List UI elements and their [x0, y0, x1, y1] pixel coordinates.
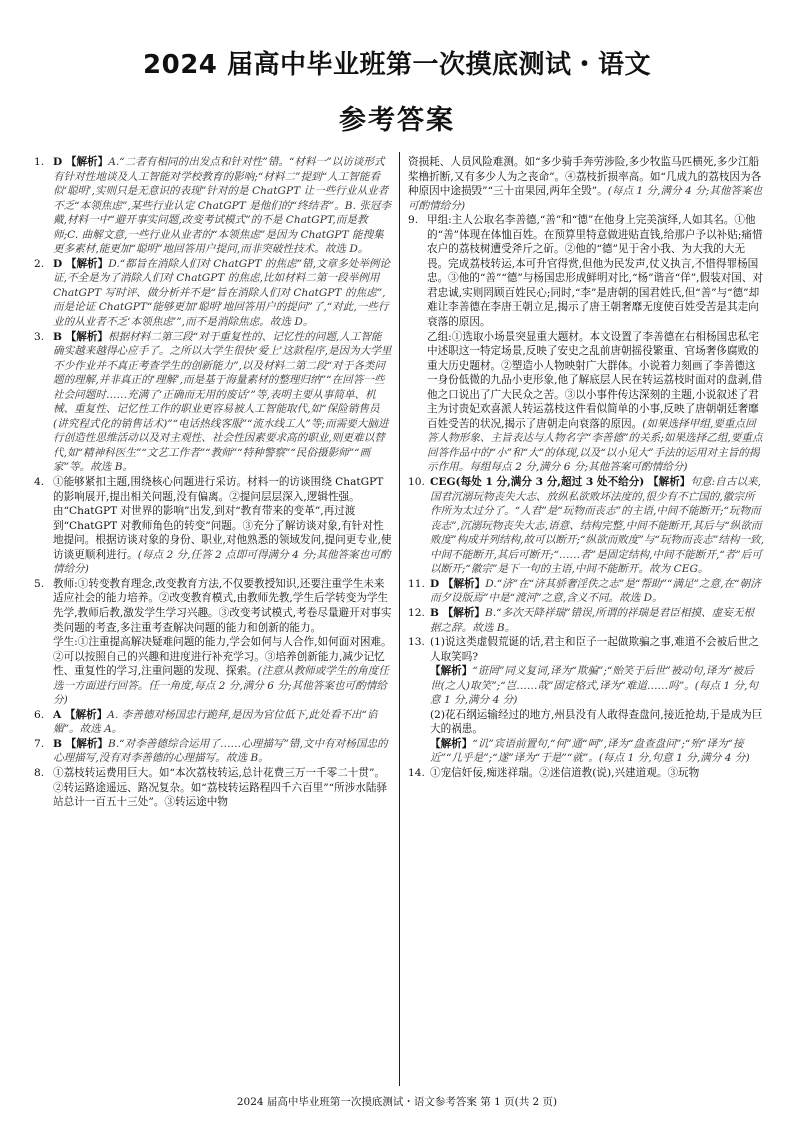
answer-number: 8. — [34, 766, 45, 779]
answer-8-continued — [408, 155, 764, 213]
answer-1 — [34, 155, 392, 257]
answer-text-group-a: 甲组:主人公取名李善德,“善”和“德”在他身上完美演绎,人如其名。①他的“善”体现在体恤百姓。在预算里特意做进贴直钱,给那户予以补贴;痛惜农户的荔枝树遭受斧斤之斫。②他的“德”见于舍小我、为大我的大无畏。完成荔枝转运,本可升官得赏,但他为民发声,仗义执言,不惜得罪杨国忠。③他的“善”“德”与杨国忠形成鲜明对比,“杨”谐音“佯”,假装对国、对君忠诚,实则罔顾百姓民心;同时,“李”是唐朝的国君姓氏,但“善”与“德”却难让李善德在李唐王朝立足,揭示了唐王朝奢靡无度使百姓受苦是其走向衰落的原因。 — [427, 214, 764, 329]
answer-2 — [34, 257, 392, 330]
answer-text: ①荔枝转运费用巨大。如“本次荔枝转运,总计花费三万一千零二十贯”。②转运路途遥远、路况复杂。如“荔枝转运路程四千六百里”“所涉水陆驿站总计一百五十三处”。③转运途中物 — [53, 766, 388, 809]
analysis-text: B.“对李善德综合运用了……心理描写”错,文中有对杨国忠的心理描写,没有对李善德的心理描写。故选 B。 — [53, 737, 388, 765]
analysis-text: D.“济”在“济其骄奢淫佚之志”是“帮助”“满足”之意,在“朝济而夕设版焉”中是“渡河”之意,含义不同。故选 D。 — [430, 577, 761, 605]
answer-text-group-b: 乙组:①选取小场景突显重大题材。本文设置了李善德在右相杨国忠私宅中述职这一特定场景,反映了安史之乱前唐朝摇役繁重、官场奢侈腐败的重大历史题材。②塑造小人物映射广大群体。小说着力刻画了李善德这一身份低微的九品小吏形象,他了解底层人民在转运荔枝时面对的盘剥,借他之口说出了广大民众之苦。③以小事件传达深刻的主题,小说叙述了君主为讨贵妃欢喜派人转运荔枝这件看似简单的小事,反映了唐朝朝廷奢靡百姓受苦的状况,揭示了唐朝走向衰落的原因。 — [427, 330, 763, 430]
page-title: 2024 届高中毕业班第一次摸底测试・语文 — [143, 50, 651, 80]
answer-5 — [34, 577, 392, 708]
translation-2: (2)花石纲运输经过的地方,州县没有人敢得查盘问,接近抢劫,于是成为巨大的祸患。 — [430, 708, 763, 736]
answer-number: 5. — [34, 577, 45, 590]
answer-number: 1. — [34, 156, 45, 168]
answer-text: ①能够紧扣主题,围绕核心问题进行采访。材料一的访谈围绕 ChatGPT 的影响展开,提出相关问题,没有偏离。②提问层层深入,逻辑性强。由“ChatGPT 对世界的影响”出发,到对“教育带来的变革”,再过渡到“ChatGPT 对教师角色的转变”问题。③充分了解访谈对象,有针对性地提问。根据访谈对象的身份、职业,对他熟悉的领域发问,提问更专业,使访谈更顺利进行。 — [53, 476, 392, 561]
answer-key: CEG(每处 1 分,满分 3 分,超过 3 处不给分) 【解析】 — [430, 476, 691, 489]
right-column — [408, 155, 764, 1085]
answer-12 — [408, 606, 764, 635]
scoring-note: (如果选择甲组,要重点回答人物形象、主旨表达与人物名字“李善德”的关系;如果选择乙组,要重点回答作品中的“小”和“大”的体现,以及“以小见大”手法的运用对主旨的揭示作用。每组每点 2 分,满分 6 分;其他答案可酌情给分) — [427, 417, 763, 474]
left-column — [34, 155, 392, 1085]
analysis-text: D.“都旨在消除人们对 ChatGPT 的焦虑”错,文章多处举例论证,不全是为了消除人们对 ChatGPT 的焦虑,比如材料二第一段举例用 ChatGPT 写时评、做分析并不是“旨在消除人们对 ChatGPT 的焦虑”,而是论证 ChatGPT“能够更加‘聪明’地回答用户的提问”了,“对此,一些行业的从业者不乏‘本领焦虑’”,而不是消除焦虑。故选 D。 — [53, 257, 391, 329]
analysis-text: “讥”宾语前置句,“何”通“呵”,译为“盘查盘问”;“殆”译为“接近”“几乎是”;“遂”译为“于是”“就”。(每点 1 分,句意 1 分,满分 4 分) — [430, 737, 750, 765]
answer-number: 11. — [408, 577, 425, 590]
answer-3 — [34, 330, 392, 475]
answer-key: B 【解析】 — [53, 330, 109, 343]
answer-key: D 【解析】 — [53, 156, 109, 168]
answer-key: B 【解析】 — [53, 737, 109, 750]
analysis-text: A. 李善德对杨国忠行跪拜,是因为官位低下,此处看不出“谄媚”。故选 A。 — [53, 708, 378, 736]
answer-number: 6. — [34, 708, 45, 721]
answer-8 — [34, 766, 392, 810]
answer-number: 7. — [34, 737, 45, 750]
analysis-text: A.“二者有相同的出发点和针对性”错。“材料一”以访谈形式有针对性地谈及人工智能对学校教育的影响;“材料二”提到“人工智能看似‘聪明’,实则只是无意识的表现”针对的是 ChatGPT 让一些行业从业者不乏“本领焦虑”,某些行业认定 ChatGPT 是他们的“终结者”。B. 张冠李戴,材料一中“避开事实问题,改变考试模式”的不是 ChatGPT,而是教师;C. 曲解文意,一些行业从业者的“本领焦虑”是因为 ChatGPT 能搜集更多素材,能更加“聪明”地回答用户提问,而非突破性技术。故选 D。 — [53, 156, 392, 256]
answer-9 — [408, 213, 764, 475]
translation-1: (1)说这类虚假荒诞的话,君主和臣子一起做欺骗之事,难道不会被后世之人取笑吗? — [430, 636, 759, 663]
page-footer: 2024 届高中毕业班第一次摸底测试・语文参考答案 第 1 页(共 2 页) — [236, 1096, 558, 1108]
answer-number: 13. — [408, 636, 425, 649]
analysis-text: 根据材料二第三段“对于重复性的、记忆性的问题,人工智能确实越来越得心应手了。之所以大学生很快‘爱上’这款程序,是因为大学里不少作业并不真正考查学生的创新能力”,以及材料二第二段“对于各类问题的理解,并非真正的‘理解’,而是基于海量素材的整理归纳”“在回答一些社会问题时……充满了‘正确而无用的废话’”等,表明主要从事简单、机械、重复性、记忆性工作的职业更容易被人工智能取代,如“保险销售员(讲究程式化的销售话术)”“电话热线客服”“流水线工人”等;而需要大脑进行创造性思维活动以及对主观性、社会性因素要求高的职业,则更难以替代,如“精神科医生”“文艺工作者”“教师”“特种警察”“民俗摄影师”“画家”等。故选 B。 — [53, 330, 392, 474]
answer-13 — [408, 635, 764, 766]
answer-number: 14. — [408, 766, 425, 779]
analysis-text: “诳罔”同义复词,译为“欺骗”;“贻笑于后世”被动句,译为“被后世(之人)取笑”;“岂……哉”固定格式,译为“难道……吗”。(每点 1 分,句意 1 分,满分 4 分) — [430, 665, 759, 707]
answer-10 — [408, 475, 764, 577]
scoring-note: (每点 2 分,任答 2 点即可得满分 4 分;其他答案也可酌情给分) — [53, 548, 391, 576]
answer-6 — [34, 708, 392, 737]
answer-number: 12. — [408, 606, 425, 619]
answer-text: ①宠信奸佞,痴迷祥瑞。②迷信道教(说),兴建道观。③玩物 — [430, 766, 700, 779]
answer-number: 9. — [408, 214, 419, 227]
answer-number: 2. — [34, 257, 45, 270]
page-subtitle: 参考答案 — [339, 105, 455, 136]
answer-11 — [408, 577, 764, 606]
answer-number: 10. — [408, 476, 425, 489]
answer-number: 3. — [34, 330, 45, 343]
answer-key: D 【解析】 — [53, 257, 109, 270]
analysis-text: B.“多次天降祥瑞”错误,所谓的祥瑞是君臣相摸、虚妄无根据之辞。故选 B。 — [430, 606, 755, 634]
answer-number: 4. — [34, 476, 45, 489]
answer-text: 资损耗、人员风险难测。如“多少骑手奔劳涉险,多少牧监马匹横死,多少江船桨橹折断,又有多少人为之丧命”。④荔枝折损率高。如“几成九的荔枝因为各种原因中途损毁”“三十亩果园,两年全毁”。 — [408, 156, 762, 198]
analysis-text: 句意:自古以来,国君沉溺玩物丧失大志、放纵私欲败坏法度的,很少有不亡国的,徽宗所作所为太过分了。“人君”是“玩物而丧志”的主语,中间不能断开;“玩物而丧志”,沉溺玩物丧失大志,语意、结构完整,中间不能断开,其后与“纵欲而败度”构成并列结构,故可以断开;“纵欲而败度”与“玩物而丧志”结构一致,中间不能断开,其后可断开;“……者”是固定结构,中间不能断开,“者”后可以断开;“徽宗”是下一句的主语,中间不能断开。故为 CEG。 — [430, 476, 764, 576]
answer-key: D 【解析】 — [430, 577, 486, 590]
scoring-note: (每点 1 分,满分 4 分;其他答案也可酌情给分) — [408, 185, 763, 212]
analysis-label: 【解析】 — [430, 737, 473, 750]
answer-key: A 【解析】 — [53, 708, 108, 721]
answer-14 — [408, 766, 764, 781]
answer-key: B 【解析】 — [430, 606, 486, 619]
scoring-note: (注意从教师或学生的角度任选一方面进行回答。任一角度,每点 2 分,满分 6 分;其他答案也可酌情给分) — [53, 665, 389, 707]
column-divider — [399, 152, 400, 1086]
answer-4 — [34, 475, 392, 577]
analysis-label: 【解析】 — [430, 665, 473, 678]
answer-text-student: 学生:①注重提高解决疑难问题的能力,学会如何与人合作,如何面对困难。②可以按照自己的兴趣和进度进行补充学习。③培养创新能力,减少记忆性、重复性的学习,注重问题的发现、探索。 — [53, 636, 392, 678]
answer-7 — [34, 737, 392, 766]
answer-text: 教师:①转变教育理念,改变教育方法,不仅要教授知识,还要注重学生未来适应社会的能力培养。②改变教育模式,由教师先教,学生后学转变为学生先学,教师后教,激发学生学习兴趣。③改变考试模式,考卷尽量避开对事实类问题的考查,多注重考查解决问题的能力和创新的能力。 — [53, 577, 392, 634]
